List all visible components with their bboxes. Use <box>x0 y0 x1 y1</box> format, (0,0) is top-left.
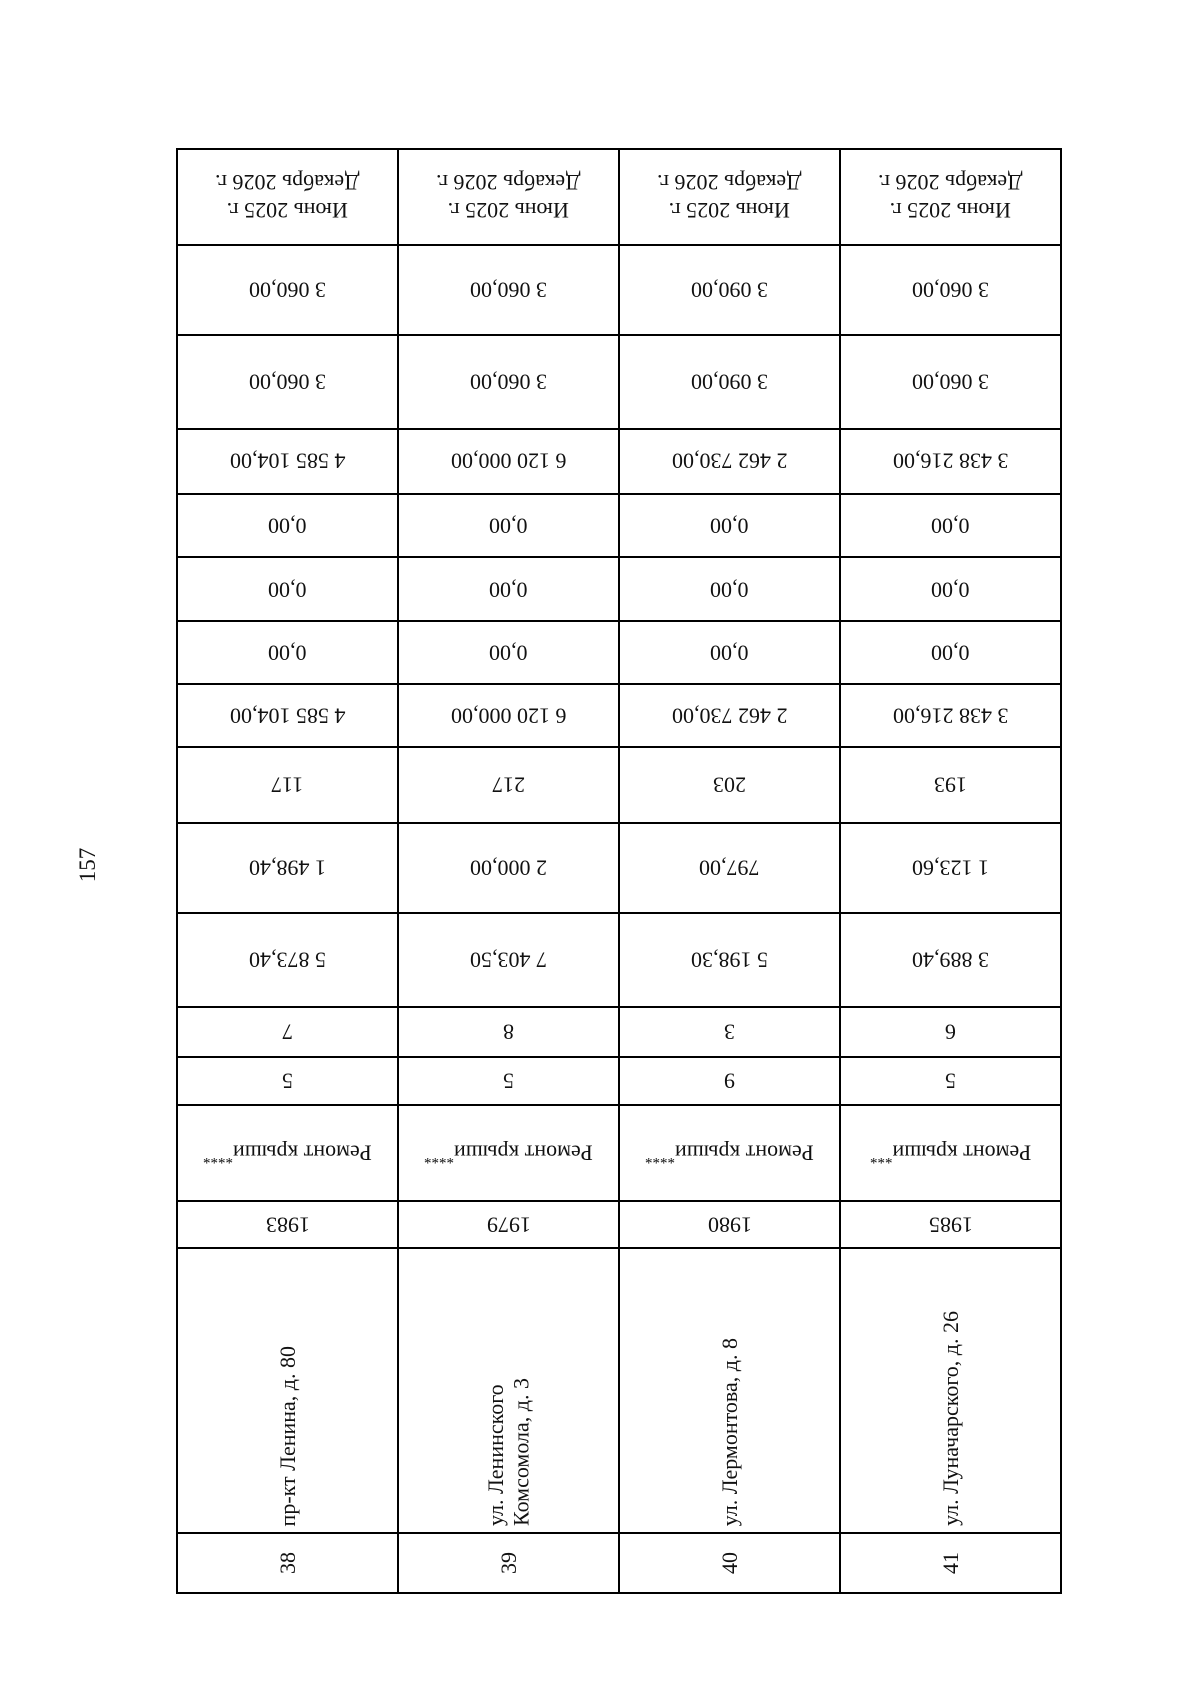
work-footnote-mark: *** <box>869 1149 893 1166</box>
residents-cell <box>841 746 1060 822</box>
area-roof-cell <box>841 822 1060 912</box>
address-cell <box>620 1247 839 1532</box>
unit-cost: 3 060,00 <box>912 369 989 395</box>
cost-cell <box>399 556 618 620</box>
work-type-cell <box>178 1104 397 1200</box>
cost-total: 2 462 730,00 <box>671 703 788 729</box>
floors-cell <box>841 1056 1060 1104</box>
cost-owners: 6 120 000,00 <box>450 448 567 474</box>
limit-cost: 3 060,00 <box>912 277 989 303</box>
row-number-cell <box>399 1532 618 1592</box>
cost-total-cell <box>399 428 618 493</box>
address-cell <box>841 1247 1060 1532</box>
page-number: 157 <box>75 847 100 883</box>
cost-owners: 4 585 104,00 <box>229 448 346 474</box>
entrances-cell <box>399 1006 618 1056</box>
residents: 217 <box>492 772 525 798</box>
period-start: Июнь 2025 г. <box>226 198 349 224</box>
entrances: 3 <box>724 1019 735 1045</box>
work-type: Ремонт крыши <box>454 1140 593 1166</box>
cost-regional: 0,00 <box>268 577 307 603</box>
cost-total-cell <box>399 683 618 746</box>
floors: 5 <box>503 1068 514 1094</box>
cost-cell <box>620 556 839 620</box>
area-roof: 1 498,40 <box>249 855 326 881</box>
residents: 117 <box>271 772 304 798</box>
build-year: 1983 <box>265 1212 310 1238</box>
cost-owners: 2 462 730,00 <box>671 448 788 474</box>
cost-total: 6 120 000,00 <box>450 703 567 729</box>
area-total: 7 403,50 <box>470 947 547 973</box>
cost-total-cell <box>178 428 397 493</box>
work-footnote-mark: **** <box>424 1149 455 1166</box>
work-footnote-mark: **** <box>203 1149 234 1166</box>
residents: 203 <box>713 772 746 798</box>
cost-total: 3 438 216,00 <box>892 703 1009 729</box>
table-row-39 <box>397 150 618 1592</box>
work-type-cell <box>841 1104 1060 1200</box>
row-number-cell <box>620 1532 839 1592</box>
cost-fund: 0,00 <box>710 640 749 666</box>
residents: 193 <box>934 772 967 798</box>
area-total: 3 889,40 <box>912 947 989 973</box>
cost-fund: 0,00 <box>268 640 307 666</box>
area-roof: 1 123,60 <box>912 855 989 881</box>
row-number-cell <box>841 1532 1060 1592</box>
period-cell <box>841 150 1060 244</box>
cost-cell <box>620 493 839 557</box>
limit-cost-cell <box>620 244 839 334</box>
address-cell <box>178 1247 397 1532</box>
cost-total-cell <box>620 428 839 493</box>
cost-fund: 0,00 <box>931 640 970 666</box>
address: ул. Лермонтова, д. 8 <box>716 1337 742 1527</box>
period-end: Декабрь 2026 г. <box>878 170 1023 196</box>
limit-cost-cell <box>399 244 618 334</box>
limit-cost-cell <box>178 244 397 334</box>
period-cell <box>620 150 839 244</box>
period-end: Декабрь 2026 г. <box>215 170 360 196</box>
period-cell <box>399 150 618 244</box>
entrances-cell <box>178 1006 397 1056</box>
address: ул. Луначарского, д. 26 <box>937 1311 963 1527</box>
area-total: 5 198,30 <box>691 947 768 973</box>
cost-cell <box>620 620 839 683</box>
residents-cell <box>620 746 839 822</box>
cost-total-cell <box>841 683 1060 746</box>
unit-cost-cell <box>399 334 618 428</box>
cost-cell <box>841 493 1060 557</box>
row-number: 40 <box>716 1552 742 1575</box>
cost-municipal: 0,00 <box>931 513 970 539</box>
year-cell <box>620 1200 839 1248</box>
floors-cell <box>178 1056 397 1104</box>
cost-owners: 3 438 216,00 <box>892 448 1009 474</box>
table-row-41 <box>839 150 1060 1592</box>
floors-cell <box>620 1056 839 1104</box>
period-start: Июнь 2025 г. <box>447 198 570 224</box>
residents-cell <box>399 746 618 822</box>
floors: 5 <box>282 1068 293 1094</box>
period-cell <box>178 150 397 244</box>
work-type-cell <box>399 1104 618 1200</box>
work-footnote-mark: **** <box>645 1149 676 1166</box>
cost-municipal: 0,00 <box>710 513 749 539</box>
period-end: Декабрь 2026 г. <box>657 170 802 196</box>
cost-cell <box>841 556 1060 620</box>
unit-cost: 3 060,00 <box>249 369 326 395</box>
year-cell <box>399 1200 618 1248</box>
area-roof: 2 000,00 <box>470 855 547 881</box>
entrances: 7 <box>282 1019 293 1045</box>
cost-cell <box>178 493 397 557</box>
year-cell <box>178 1200 397 1248</box>
cost-regional: 0,00 <box>489 577 528 603</box>
cost-total-cell <box>620 683 839 746</box>
cost-municipal: 0,00 <box>268 513 307 539</box>
cost-fund: 0,00 <box>489 640 528 666</box>
area-roof-cell <box>399 822 618 912</box>
period-end: Декабрь 2026 г. <box>436 170 581 196</box>
table-row-40 <box>618 150 839 1592</box>
address-cell <box>399 1247 618 1532</box>
work-type: Ремонт крыши <box>233 1140 372 1166</box>
table-row-38 <box>178 150 397 1592</box>
floors: 9 <box>724 1068 735 1094</box>
limit-cost: 3 060,00 <box>470 277 547 303</box>
address: пр-кт Ленина, д. 80 <box>274 1345 300 1527</box>
cost-regional: 0,00 <box>931 577 970 603</box>
limit-cost-cell <box>841 244 1060 334</box>
cost-total-cell <box>178 683 397 746</box>
entrances: 6 <box>945 1019 956 1045</box>
limit-cost: 3 090,00 <box>691 277 768 303</box>
unit-cost: 3 060,00 <box>470 369 547 395</box>
cost-total: 4 585 104,00 <box>229 703 346 729</box>
cost-regional: 0,00 <box>710 577 749 603</box>
area-total: 5 873,40 <box>249 947 326 973</box>
cost-cell <box>399 620 618 683</box>
build-year: 1985 <box>928 1212 973 1238</box>
repair-program-table <box>176 148 1062 1594</box>
build-year: 1980 <box>707 1212 752 1238</box>
address-line-1: ул. Ленинского <box>483 1384 509 1527</box>
work-type: Ремонт крыши <box>675 1140 814 1166</box>
row-number: 41 <box>937 1552 963 1575</box>
row-number: 39 <box>495 1552 521 1575</box>
unit-cost-cell <box>841 334 1060 428</box>
cost-cell <box>399 493 618 557</box>
cost-total-cell <box>841 428 1060 493</box>
unit-cost: 3 090,00 <box>691 369 768 395</box>
cost-cell <box>178 556 397 620</box>
floors-cell <box>399 1056 618 1104</box>
cost-cell <box>841 620 1060 683</box>
period-start: Июнь 2025 г. <box>668 198 791 224</box>
cost-municipal: 0,00 <box>489 513 528 539</box>
entrances-cell <box>620 1006 839 1056</box>
work-type-cell <box>620 1104 839 1200</box>
area-total-cell <box>620 912 839 1006</box>
unit-cost-cell <box>178 334 397 428</box>
unit-cost-cell <box>620 334 839 428</box>
area-roof-cell <box>620 822 839 912</box>
area-total-cell <box>841 912 1060 1006</box>
floors: 5 <box>945 1068 956 1094</box>
area-roof: 797,00 <box>699 855 760 881</box>
area-total-cell <box>178 912 397 1006</box>
work-type: Ремонт крыши <box>892 1140 1032 1166</box>
area-total-cell <box>399 912 618 1006</box>
build-year: 1979 <box>486 1212 531 1238</box>
address-line-2: Комсомола, д. 3 <box>508 1378 534 1527</box>
entrances: 8 <box>503 1019 514 1045</box>
year-cell <box>841 1200 1060 1248</box>
period-start: Июнь 2025 г. <box>889 198 1012 224</box>
row-number-cell <box>178 1532 397 1592</box>
limit-cost: 3 060,00 <box>249 277 326 303</box>
area-roof-cell <box>178 822 397 912</box>
entrances-cell <box>841 1006 1060 1056</box>
row-number: 38 <box>274 1552 300 1575</box>
cost-cell <box>178 620 397 683</box>
residents-cell <box>178 746 397 822</box>
